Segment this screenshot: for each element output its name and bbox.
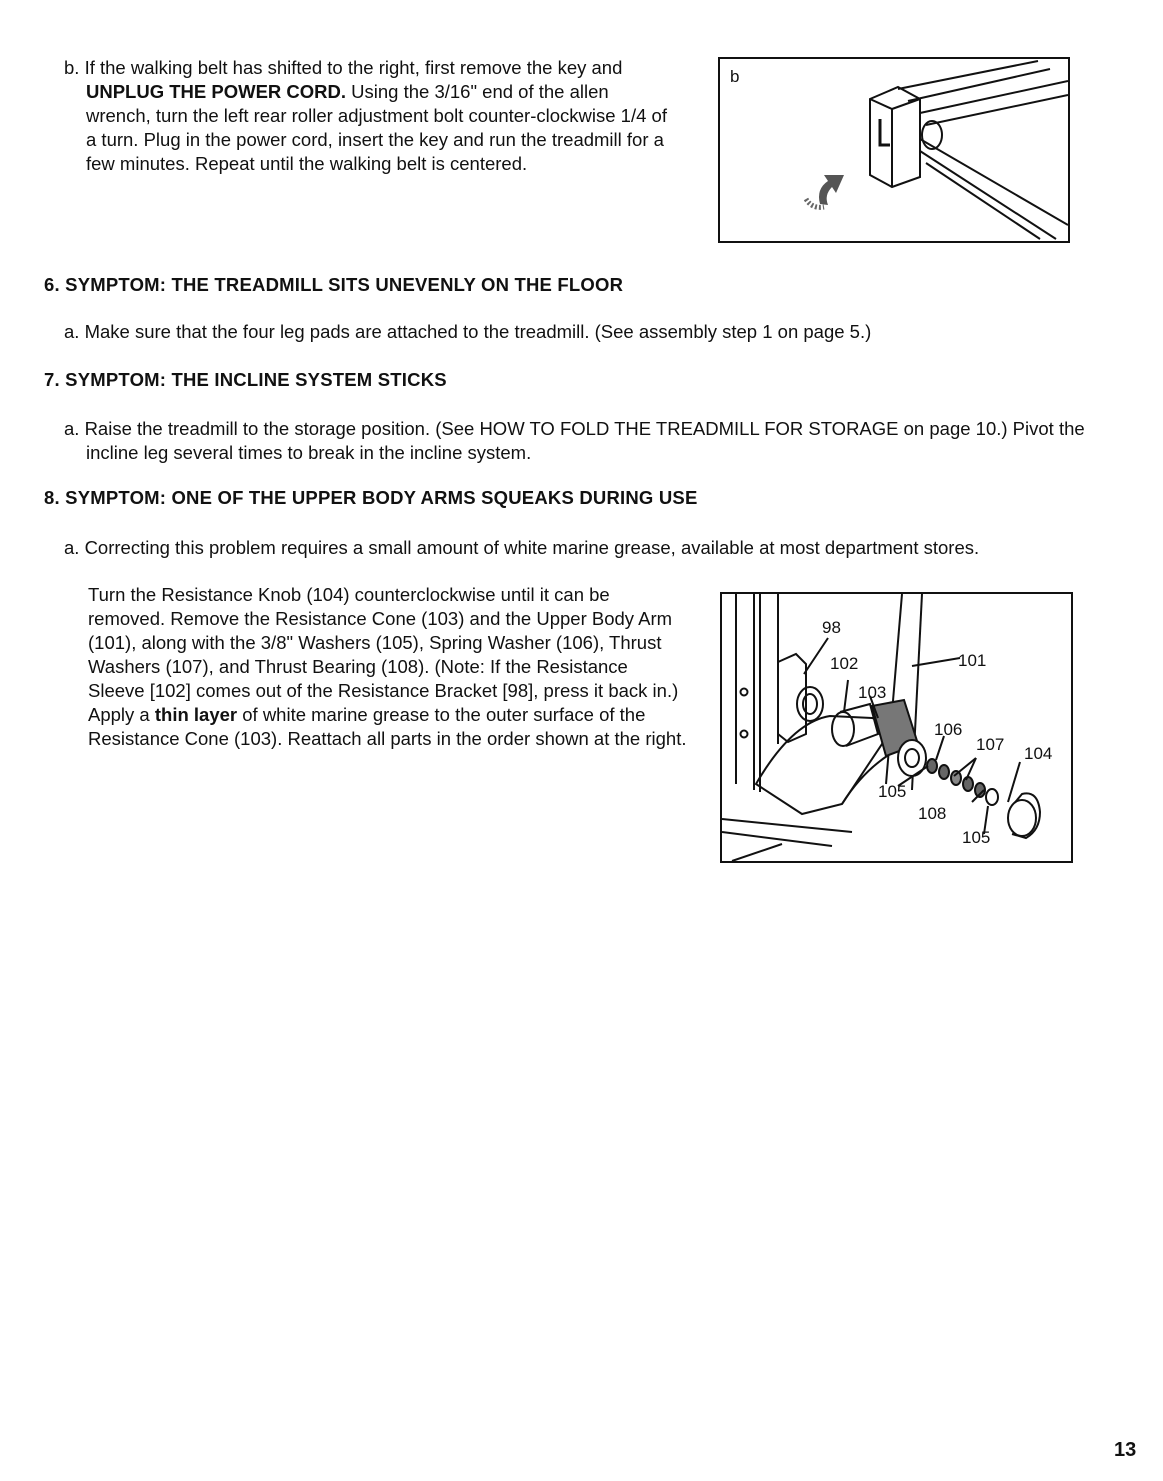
figure-b-drawing xyxy=(720,59,1068,241)
part-label-101: 101 xyxy=(958,651,987,670)
section-8-body-1: Turn the Resistance Knob (104) counterclockwise until it can be removed. Remove the Resistance Cone (103) and the Upper Body Arm (101), along with the 3/8" Washers (105), Spring Washer (106), Thrust Washers (107), and Thrust Bearing (108). (Note: If the Resistance Sleeve [102] comes out of the Resistance Bracket [98], press it back in.) Apply a xyxy=(88,584,679,725)
part-label-107: 107 xyxy=(976,735,1005,754)
step-b-bold-warning: UNPLUG THE POWER CORD. xyxy=(86,81,347,102)
figure-b-roller-adjustment xyxy=(718,57,1070,243)
part-label-103: 103 xyxy=(858,683,887,702)
step-b-text-2: Using the 3/16" end of the allen wrench, turn the left rear roller adjustment bolt counter-clockwise 1/4 of a turn. Plug in the power cord, insert the key and run the treadmill for a few minutes. Repeat until the walking belt is centered. xyxy=(86,81,667,174)
part-label-104: 104 xyxy=(1024,744,1053,763)
step-b-marker: b. xyxy=(64,57,80,78)
figure-b-label: b xyxy=(730,67,740,86)
section-6-heading: 6. SYMPTOM: THE TREADMILL SITS UNEVENLY ON THE FLOOR xyxy=(44,274,624,295)
figure-parts-drawing xyxy=(722,594,1071,861)
section-8-item-a: a. Correcting this problem requires a small amount of white marine grease, available at most department stores. xyxy=(64,537,980,558)
part-label-106: 106 xyxy=(934,720,963,739)
section-8-body-bold: thin layer xyxy=(154,704,238,725)
step-b-paragraph xyxy=(64,56,674,176)
part-label-98: 98 xyxy=(822,618,841,637)
rotation-arrow-icon xyxy=(806,175,844,207)
section-8-instructions xyxy=(88,583,688,751)
page-number: 13 xyxy=(1114,1439,1137,1461)
part-label-102: 102 xyxy=(830,654,859,673)
section-8-body-2: of white marine grease to the outer surface of the Resistance Cone (103). Reattach all parts in the order shown at the right. xyxy=(88,704,687,749)
section-8-heading: 8. SYMPTOM: ONE OF THE UPPER BODY ARMS SQUEAKS DURING USE xyxy=(44,487,698,508)
section-7-item-a: a. Raise the treadmill to the storage position. (See HOW TO FOLD THE TREADMILL FOR STORAGE on page 10.) Pivot the incline leg several times to break in the incline system. xyxy=(64,418,1085,463)
section-7-heading: 7. SYMPTOM: THE INCLINE SYSTEM STICKS xyxy=(44,369,447,390)
part-label-108: 108 xyxy=(918,804,947,823)
part-label-105-lower: 105 xyxy=(962,828,991,847)
step-b-text-1: If the walking belt has shifted to the right, first remove the key and xyxy=(84,57,623,78)
section-6-item-a: a. Make sure that the four leg pads are attached to the treadmill. (See assembly step 1 on page 5.) xyxy=(64,321,872,342)
figure-upper-body-arm-parts xyxy=(720,592,1073,863)
part-label-105-upper: 105 xyxy=(878,782,907,801)
